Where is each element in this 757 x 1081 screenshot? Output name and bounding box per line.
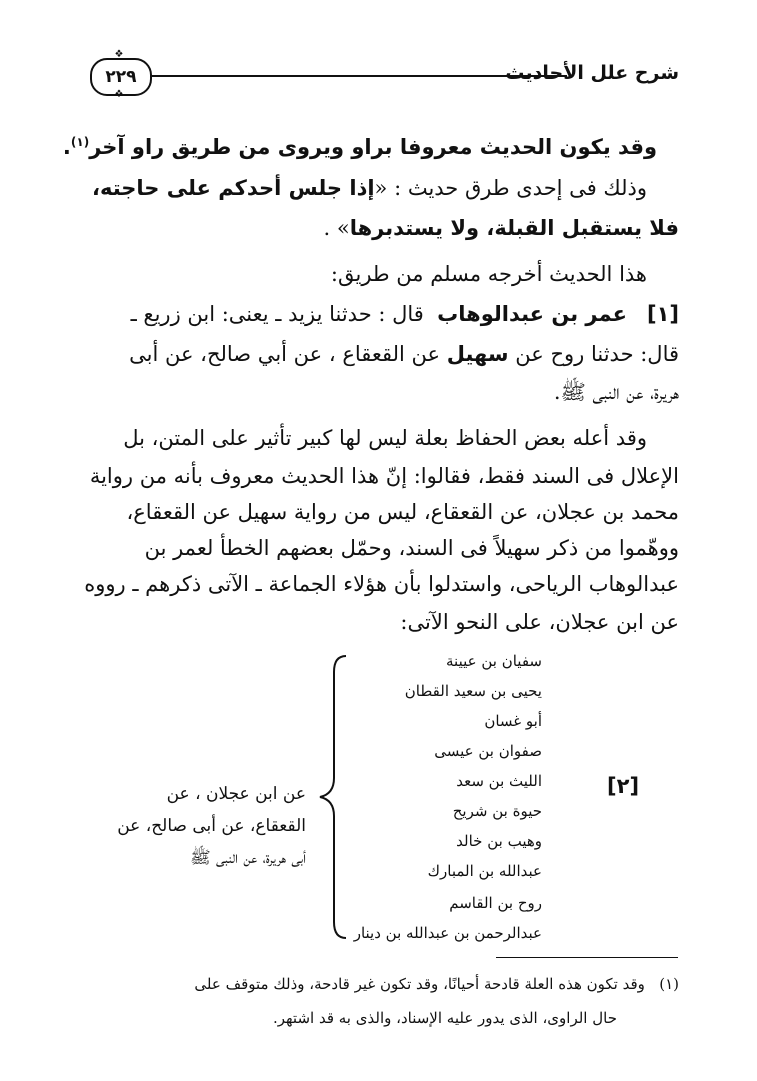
chain-1-line-1: [١] عمر بن عبدالوهاب قال : حدثنا يزيد ـ يعنى: ابن زريع ـ [130, 302, 679, 326]
narrator-item: وهيب بن خالد [456, 832, 542, 850]
narrator-item: عبدالرحمن بن عبدالله بن دينار [353, 924, 542, 942]
footnote-line-1: (١) وقد تكون هذه العلة قادحة أحيانًا، وقد تكون غير قادحة، وذلك متوقف على [194, 975, 679, 993]
chain-2-tail-line-3: أبى هريرة، عن النبى ﷺ [190, 848, 306, 868]
page-number: ٢٢٩ [105, 67, 137, 87]
chain-1-line-2: قال: حدثنا روح عن سهيل عن القعقاع ، عن أبي صالح، عن أبى [129, 342, 679, 366]
footnote-number: (١) [659, 975, 679, 993]
paragraph-4-line-3: محمد بن عجلان، عن القعقاع، ليس من رواية سهيل عن القعقاع، [126, 500, 679, 524]
paragraph-4-line-5: عبدالوهاب الرياحى، واستدلوا بأن هؤلاء الجماعة ـ الآتى ذكرهم ـ رووه [84, 572, 679, 596]
chain-2-tail-line-2: القعقاع، عن أبى صالح، عن [117, 816, 306, 836]
running-title: شرح علل الأحاديث [505, 62, 679, 84]
chain-1-line-3: هريرة، عن النبى ﷺ. [553, 380, 679, 404]
badge-top-ornament-icon: ❖ [114, 49, 124, 60]
paragraph-4-line-6: عن ابن عجلان، على النحو الآتى: [400, 610, 679, 634]
footnote-marker[interactable]: (١) [70, 135, 90, 149]
paragraph-4-line-1: وقد أعله بعض الحفاظ بعلة ليس لها كبير تأثير على المتن، بل [123, 426, 647, 450]
paragraph-4-line-4: ووهّموا من ذكر سهيلاً فى السند، وحمّل بعضهم الخطأ لعمر بن [144, 536, 679, 560]
narrator-suhail: سهيل [446, 342, 509, 366]
header-rule [150, 75, 567, 77]
chain-2-tail-line-1: عن ابن عجلان ، عن [166, 784, 306, 804]
paragraph-3: هذا الحديث أخرجه مسلم من طريق: [330, 262, 647, 286]
narrator-item: صفوان بن عيسى [434, 742, 542, 760]
paragraph-2-line-1: وذلك فى إحدى طرق حديث : «إذا جلس أحدكم على حاجته، [91, 176, 647, 200]
narrator-item: عبدالله بن المبارك [427, 862, 542, 880]
footnote-rule [496, 957, 678, 958]
paragraph-4-line-2: الإعلال فى السند فقط، فقالوا: إنّ هذا الحديث معروف بأنه من رواية [89, 464, 679, 488]
chain-2-ref: [٢] [607, 774, 640, 798]
narrator-item: سفيان بن عيينة [446, 652, 542, 670]
footnote-line-2: حال الراوى، الذى يدور عليه الإسناد، والذى به قد اشتهر. [272, 1009, 617, 1027]
narrator-item: يحيى بن سعيد القطان [404, 682, 542, 700]
narrator-item: أبو غسان [484, 712, 542, 730]
badge-bottom-ornament-icon: ❖ [114, 89, 124, 100]
narrator-item: حيوة بن شريح [452, 802, 542, 820]
chain-1-ref: [١] [646, 302, 679, 326]
narrator-item: روح بن القاسم [449, 894, 542, 912]
narrator-item: الليث بن سعد [456, 772, 542, 790]
narrator-name: عمر بن عبدالوهاب [437, 302, 627, 326]
paragraph-2-line-2: فلا يستقبل القبلة، ولا يستدبرها» . [323, 216, 679, 240]
hadith-quote-continued: فلا يستقبل القبلة، ولا يستدبرها [349, 216, 679, 240]
curly-brace-icon [312, 652, 352, 942]
hadith-quote: إذا جلس أحدكم على حاجته، [91, 176, 375, 200]
paragraph-1: وقد يكون الحديث معروفا براو ويروى من طريق راو آخر$^{(١)}$. [62, 135, 657, 159]
